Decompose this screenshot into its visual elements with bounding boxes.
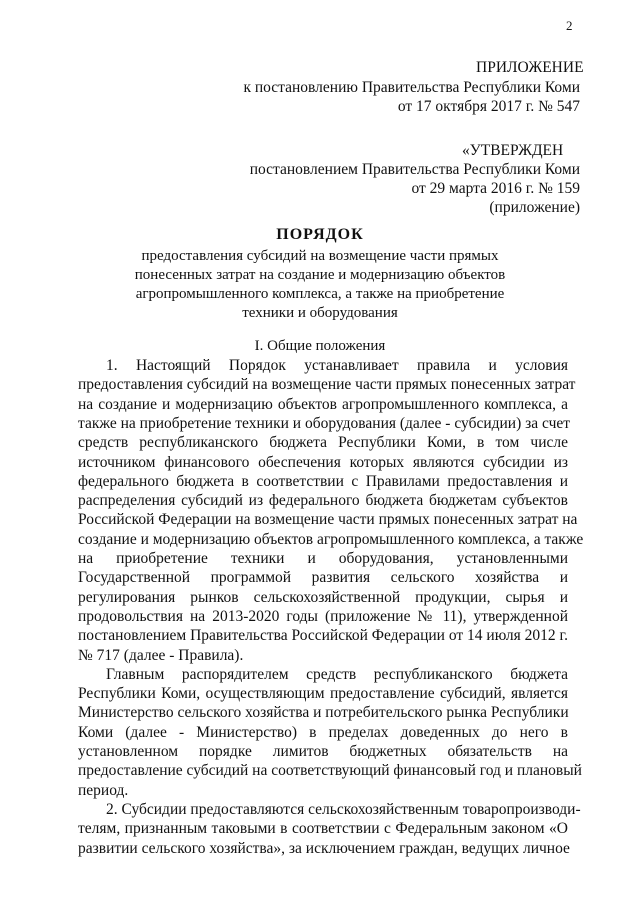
body-line: период. xyxy=(78,781,129,799)
body-line: 2. Субсидии предоставляются сельскохозяйственным товаропроизводи- xyxy=(106,800,581,818)
body-line: продовольствия на 2013-2020 годы (приложение № 11), утвержденной xyxy=(78,607,568,625)
approved-line-1: постановлением Правительства Республики Коми xyxy=(249,161,580,178)
body-line: на создание и модернизацию объектов агропромышленного комплекса, а xyxy=(78,395,568,413)
body-line: распределения субсидий из федерального бюджета бюджетам субъектов xyxy=(78,492,568,510)
body-line: создание и модернизацию объектов агропромышленного комплекса, а также xyxy=(78,530,584,548)
body-line: Государственной программой развития сельского хозяйства и xyxy=(78,569,568,587)
approved-label: «УТВЕРЖДЕН xyxy=(462,142,564,159)
approved-line-3: (приложение) xyxy=(489,199,580,216)
body-line: развитии сельского хозяйства», за исключением граждан, ведущих личное xyxy=(78,839,570,857)
subtitle-line-3: агропромышленного комплекса, а также на приобретение xyxy=(135,286,505,302)
body-line: Республики Коми, осуществляющим предоставление субсидий, является xyxy=(78,685,568,703)
page-number: 2 xyxy=(566,18,573,33)
appendix-line-1: к постановлению Правительства Республики Коми xyxy=(243,79,580,96)
section-heading: I. Общие положения xyxy=(254,338,386,354)
body-line: на приобретение техники и оборудования, установленными xyxy=(78,550,568,567)
body-line: средств республиканского бюджета Республики Коми, в том числе xyxy=(78,434,568,452)
body-line: Коми (далее - Министерство) в пределах доведенных до него в xyxy=(78,723,568,741)
body-line: № 717 (далее - Правила). xyxy=(78,646,244,664)
subtitle-line-1: предоставления субсидий на возмещение части прямых xyxy=(141,248,499,264)
body-line: телям, признанным таковыми в соответствии с Федеральным законом «О xyxy=(78,820,568,838)
subtitle-line-2: понесенных затрат на создание и модернизацию объектов xyxy=(134,267,506,283)
appendix-label: ПРИЛОЖЕНИЕ xyxy=(476,59,584,76)
appendix-line-2: от 17 октября 2017 г. № 547 xyxy=(397,98,580,115)
document-title: ПОРЯДОК xyxy=(276,226,364,243)
approved-line-2: от 29 марта 2016 г. № 159 xyxy=(411,180,580,197)
body-line: предоставления субсидий на возмещение части прямых понесенных затрат xyxy=(78,376,576,394)
body-line: постановлением Правительства Российской Федерации от 14 июля 2012 г. xyxy=(78,627,568,645)
body-line: федерального бюджета в соответствии с Правилами предоставления и xyxy=(78,472,568,490)
body-line: Главным распорядителем средств республиканского бюджета xyxy=(106,665,568,683)
body-line: предоставление субсидий на соответствующий финансовый год и плановый xyxy=(78,762,582,780)
body-line: установленном порядке лимитов бюджетных обязательств на xyxy=(78,743,568,760)
body-line: 1. Настоящий Порядок устанавливает правила и условия xyxy=(106,357,568,374)
body-line: регулирования рынков сельскохозяйственной продукции, сырья и xyxy=(78,588,568,606)
body-line: источником финансового обеспечения которых являются субсидии из xyxy=(78,453,568,471)
body-line: также на приобретение техники и оборудования (далее - субсидии) за счет xyxy=(78,414,571,432)
subtitle-line-4: техники и оборудования xyxy=(242,305,398,321)
body-line: Российской Федерации на возмещение части прямых понесенных затрат на xyxy=(78,511,578,529)
body-line: Министерство сельского хозяйства и потребительского рынка Республики xyxy=(78,704,569,722)
